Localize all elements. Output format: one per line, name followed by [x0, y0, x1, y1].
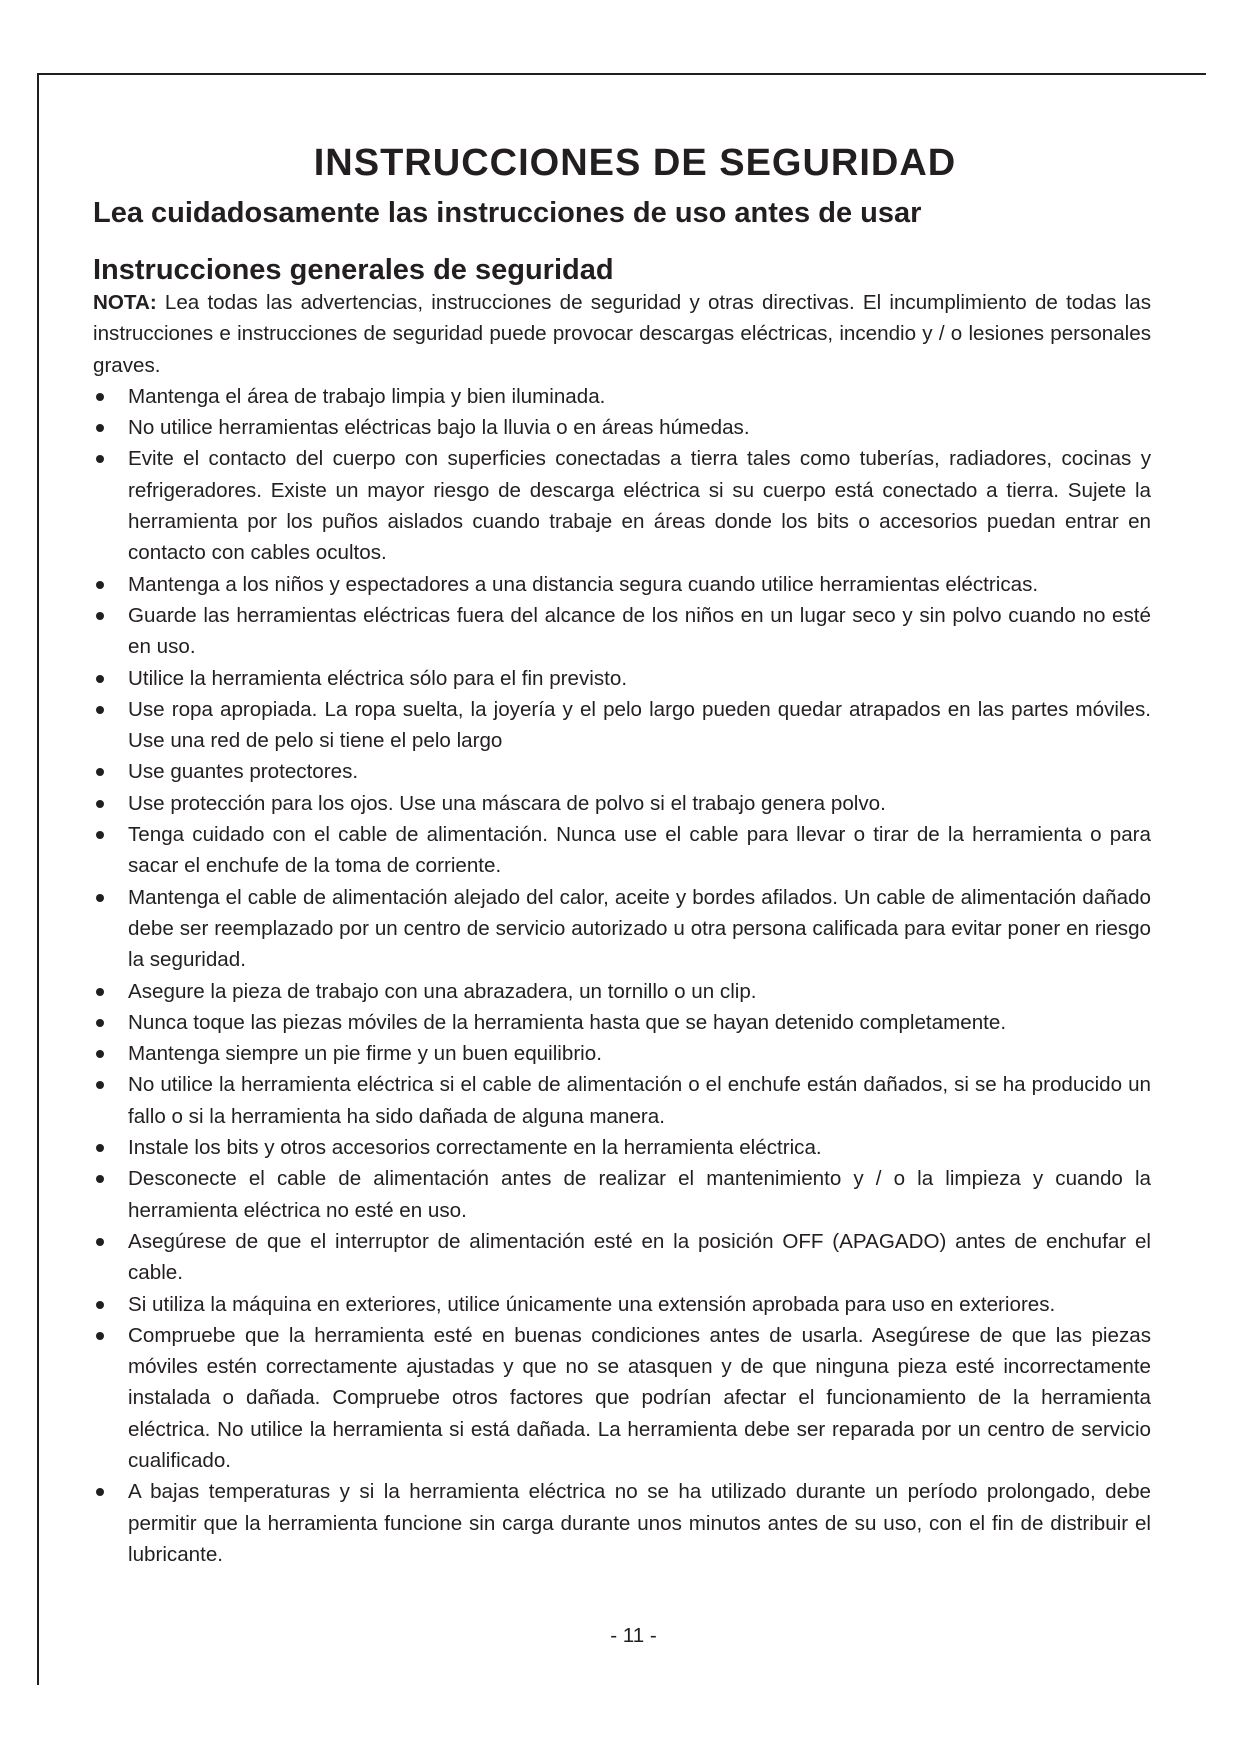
list-item	[93, 663, 1151, 694]
list-item-text: Mantenga a los niños y espectadores a una distancia segura cuando utilice herramientas eléctricas.	[128, 572, 1039, 596]
bullet-icon	[96, 1301, 104, 1309]
bullet-icon	[96, 1175, 104, 1183]
page-title: INSTRUCCIONES DE SEGURIDAD	[313, 142, 957, 184]
bullet-icon	[96, 1238, 104, 1246]
bullet-icon	[96, 831, 104, 839]
safety-instructions-list	[93, 381, 1151, 1570]
bullet-icon	[96, 706, 104, 714]
section-title: Instrucciones generales de seguridad	[93, 254, 614, 286]
list-item-text: Use protección para los ojos. Use una máscara de polvo si el trabajo genera polvo.	[128, 791, 886, 815]
list-item	[93, 1132, 1151, 1163]
list-item-text: Tenga cuidado con el cable de alimentación. Nunca use el cable para llevar o tirar de la herramienta o para sacar el enchufe de la toma de corriente.	[128, 823, 1151, 878]
page-number: - 11 -	[610, 1624, 657, 1647]
list-item-text: Use ropa apropiada. La ropa suelta, la joyería y el pelo largo pueden quedar atrapados en las partes móviles. Use una red de pelo si tiene el pelo largo	[128, 697, 1151, 753]
bullet-icon	[96, 894, 104, 902]
note-paragraph	[93, 287, 1151, 381]
note-label: NOTA:	[93, 291, 157, 314]
bullet-icon	[96, 1081, 104, 1089]
bullet-icon	[96, 1488, 104, 1496]
page-subtitle: Lea cuidadosamente las instrucciones de uso antes de usar	[93, 197, 922, 229]
bullet-icon	[96, 424, 104, 432]
bullet-icon	[96, 1332, 104, 1340]
list-item	[93, 819, 1151, 882]
list-item-text: No utilice herramientas eléctricas bajo la lluvia o en áreas húmedas.	[128, 416, 750, 440]
bullet-icon	[96, 675, 104, 683]
list-item-text: Asegure la pieza de trabajo con una abrazadera, un tornillo o un clip.	[128, 979, 757, 1003]
bullet-icon	[96, 612, 104, 620]
page-frame-left-border	[37, 73, 39, 1685]
bullet-icon	[96, 455, 104, 463]
list-item	[93, 412, 1151, 443]
list-item-text: Compruebe que la herramienta esté en buenas condiciones antes de usarla. Asegúrese de que las piezas móviles estén correctamente ajustadas y que no se atasquen y de que ninguna pieza esté incorrectamente instalada o dañada. Compruebe otros factores que podrían afectar el funcionamiento de la herramienta eléctrica. No utilice la herramienta si está dañada. La herramienta debe ser reparada por un centro de servicio cualificado.	[128, 1323, 1151, 1472]
list-item-text: A bajas temperaturas y si la herramienta eléctrica no se ha utilizado durante un período prolongado, debe permitir que la herramienta funcione sin carga durante unos minutos antes de su uso, con el fin de distribuir el lubricante.	[128, 1480, 1151, 1566]
list-item-text: Asegúrese de que el interruptor de alimentación esté en la posición OFF (APAGADO) antes de enchufar el cable.	[128, 1229, 1151, 1285]
bullet-icon	[96, 1050, 104, 1058]
bullet-icon	[96, 800, 104, 808]
bullet-icon	[96, 1019, 104, 1027]
list-item	[93, 882, 1151, 976]
list-item	[93, 1476, 1151, 1570]
list-item	[93, 1069, 1151, 1132]
document-page	[93, 140, 1151, 1570]
bullet-icon	[96, 768, 104, 776]
bullet-icon	[96, 581, 104, 589]
list-item	[93, 381, 1151, 412]
bullet-icon	[96, 1144, 104, 1152]
list-item-text: Mantenga siempre un pie firme y un buen equilibrio.	[128, 1042, 602, 1066]
list-item-text: Si utiliza la máquina en exteriores, utilice únicamente una extensión aprobada para uso en exteriores.	[128, 1292, 1056, 1316]
list-item-text: Use guantes protectores.	[128, 760, 359, 784]
list-item	[93, 1320, 1151, 1476]
list-item-text: Guarde las herramientas eléctricas fuera del alcance de los niños en un lugar seco y sin polvo cuando no esté en uso.	[128, 603, 1151, 659]
list-item	[93, 756, 1151, 787]
list-item-text: Mantenga el cable de alimentación alejado del calor, aceite y bordes afilados. Un cable de alimentación dañado debe ser reemplazado por un centro de servicio autorizado u otra persona calificada para evitar poner en riesgo la seguridad.	[128, 885, 1151, 972]
note-text: Lea todas las advertencias, instrucciones de seguridad y otras directivas. El incumplimiento de todas las instrucciones e instrucciones de seguridad puede provocar descargas eléctricas, incendio y / o lesiones personales graves.	[93, 291, 1151, 377]
list-item	[93, 1038, 1151, 1069]
list-item-text: Instale los bits y otros accesorios correctamente en la herramienta eléctrica.	[128, 1136, 822, 1160]
list-item-text: Nunca toque las piezas móviles de la herramienta hasta que se hayan detenido completamente.	[128, 1010, 1007, 1034]
list-item	[93, 1163, 1151, 1226]
page-frame-top-border	[38, 73, 1206, 75]
list-item	[93, 569, 1151, 600]
list-item	[93, 1289, 1151, 1320]
list-item	[93, 976, 1151, 1007]
list-item-text: No utilice la herramienta eléctrica si el cable de alimentación o el enchufe están dañados, si se ha producido un fallo o si la herramienta ha sido dañada de alguna manera.	[128, 1073, 1151, 1128]
list-item-text: Desconecte el cable de alimentación antes de realizar el mantenimiento y / o la limpieza y cuando la herramienta eléctrica no esté en uso.	[128, 1167, 1151, 1222]
list-item	[93, 694, 1151, 757]
list-item	[93, 1007, 1151, 1038]
list-item	[93, 443, 1151, 568]
bullet-icon	[96, 988, 104, 996]
list-item	[93, 1226, 1151, 1289]
bullet-icon	[96, 393, 104, 401]
list-item	[93, 600, 1151, 663]
list-item-text: Utilice la herramienta eléctrica sólo para el fin previsto.	[128, 666, 628, 690]
list-item-text: Mantenga el área de trabajo limpia y bien iluminada.	[128, 384, 606, 408]
list-item	[93, 788, 1151, 819]
list-item-text: Evite el contacto del cuerpo con superficies conectadas a tierra tales como tuberías, radiadores, cocinas y refrigeradores. Existe un mayor riesgo de descarga eléctrica si su cuerpo está conectado a tierra. Sujete la herramienta por los puños aislados cuando trabaje en áreas donde los bits o accesorios puedan entrar en contacto con cables ocultos.	[128, 447, 1151, 565]
